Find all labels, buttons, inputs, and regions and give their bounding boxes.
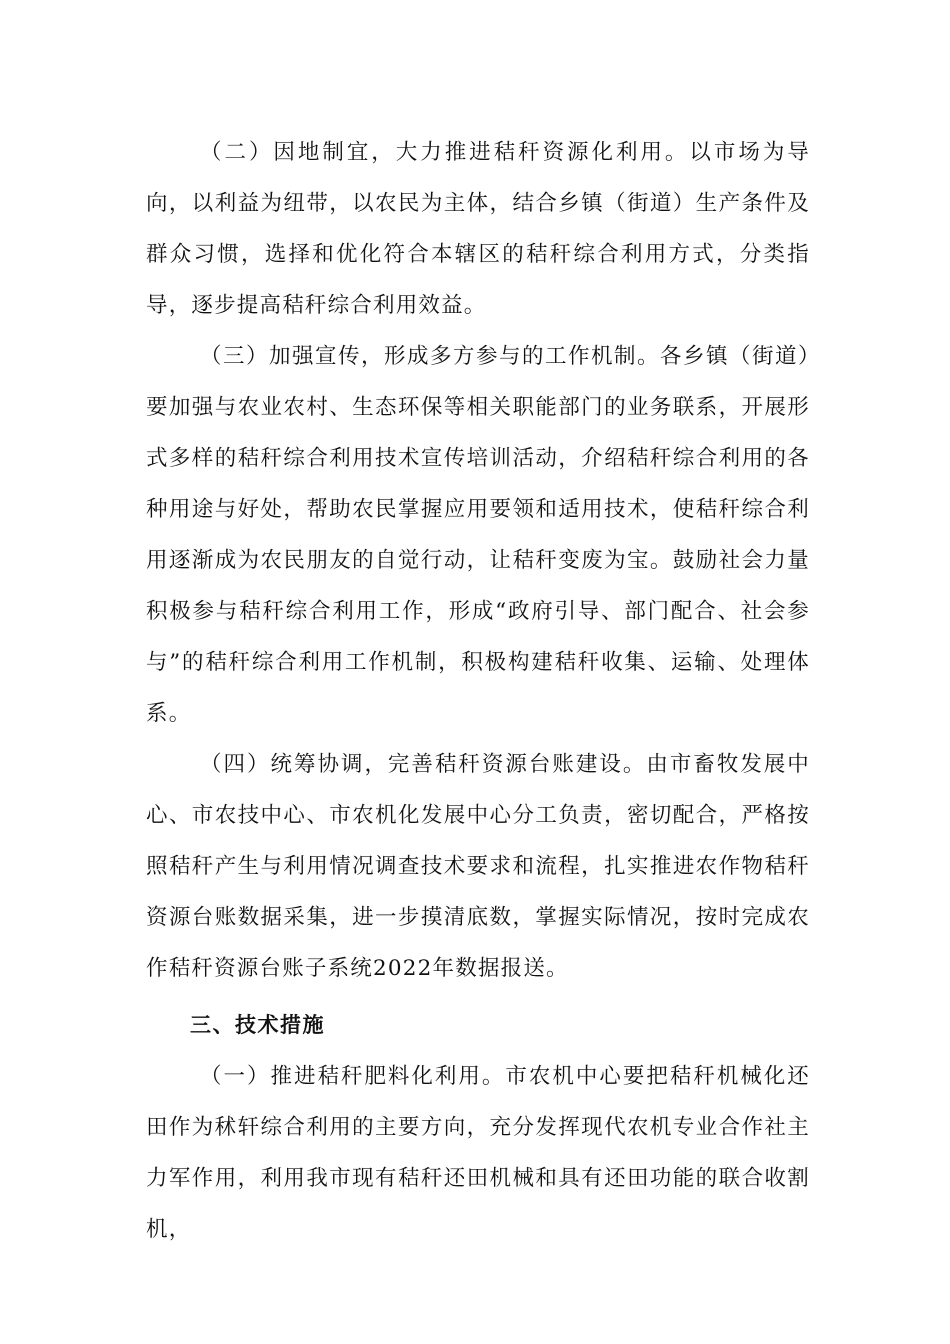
paragraph-publicity-mechanism: （三）加强宣传，形成多方参与的工作机制。各乡镇（街道）要加强与农业农村、生态环保等相关职能部门的业务联系，开展形式多样的秸秆综合利用技术宣传培训活动，介绍秸秆综合利用的各种用途与好处，帮助农民掌握应用要领和适用技术，使秸秆综合利用逐渐成为农民朋友的自觉行动，让秸秆变废为宝。鼓励社会力量积极参与秸秆综合利用工作，形成“政府引导、部门配合、社会参与”的秸秆综合利用工作机制，积极构建秸秆收集、运输、处理体系。 [146, 344, 810, 726]
section-heading-technical-measures: 三、技术措施 [190, 1013, 325, 1037]
paragraph-resource-utilization: （二）因地制宜，大力推进秸秆资源化利用。以市场为导向，以利益为纽带，以农民为主体，结合乡镇（街道）生产条件及群众习惯，选择和优化符合本辖区的秸秆综合利用方式，分类指导，逐步提高秸秆综合利用效益。 [146, 140, 810, 318]
paragraph-fertilizer-utilization: （一）推进秸秆肥料化利用。市农机中心要把秸秆机械化还田作为秫轩综合利用的主要方向，充分发挥现代农机专业合作社主力军作用，利用我市现有秸秆还田机械和具有还田功能的联合收割机， [146, 1064, 810, 1242]
paragraph-ledger-construction: （四）统筹协调，完善秸秆资源台账建设。由市畜牧发展中心、市农技中心、市农机化发展中心分工负责，密切配合，严格按照秸秆产生与利用情况调查技术要求和流程，扎实推进农作物秸秆资源台账数据采集，进一步摸清底数，掌握实际情况，按时完成农作秸秆资源台账子系统2022年数据报送。 [146, 752, 810, 981]
